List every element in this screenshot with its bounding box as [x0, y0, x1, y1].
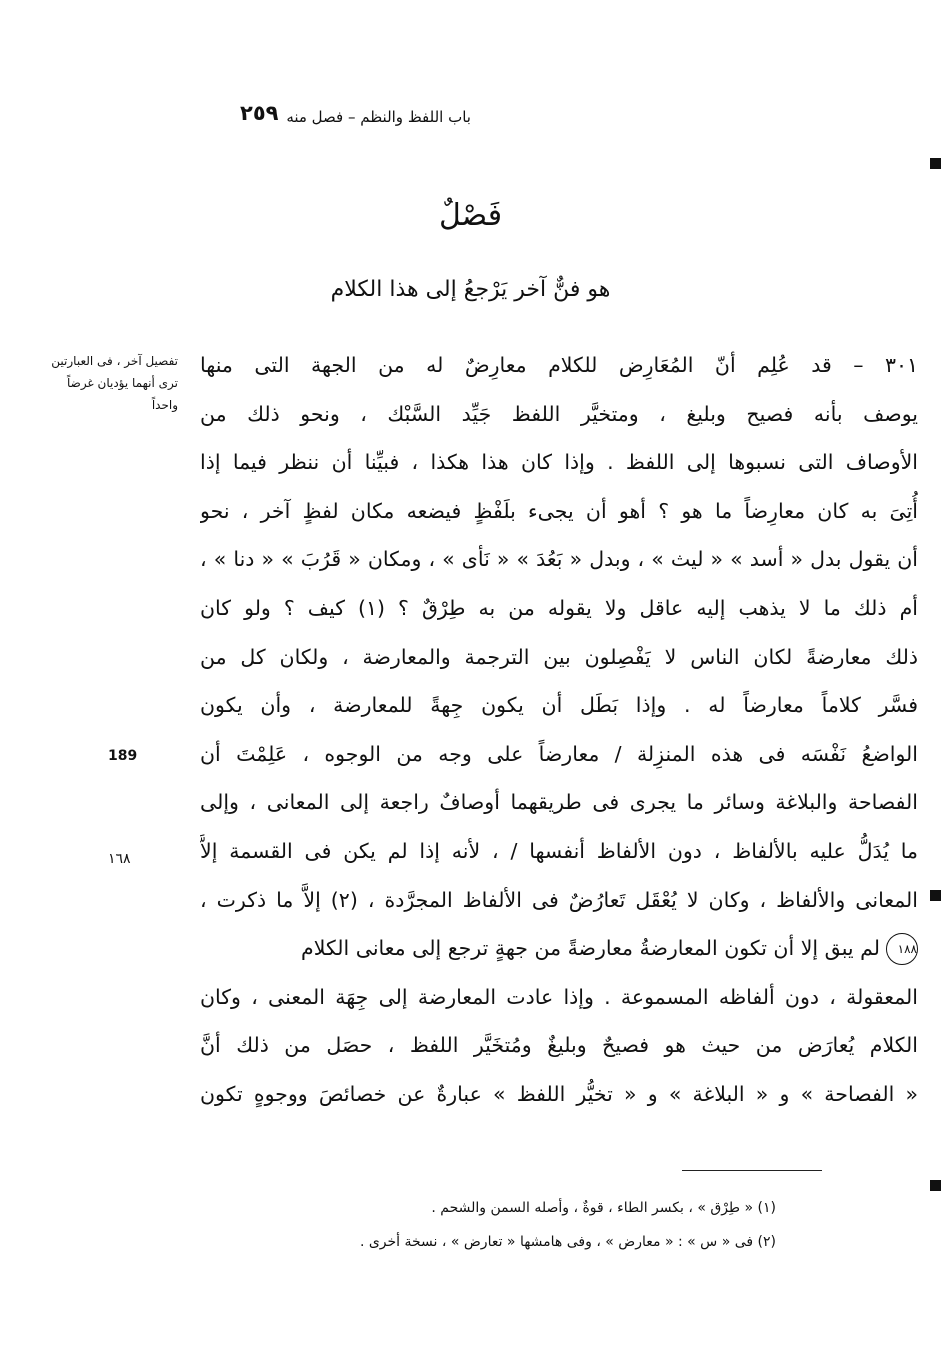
text-line: أُتِىَ به كان معارِضاً ما هو ؟ أهو أن يجىء بلَفْظٍ فيضعه مكان لفظٍ آخر ، نحو: [200, 498, 918, 523]
running-title: باب اللفظ والنظم – فصل منه: [286, 108, 471, 126]
circled-page-marker: ١٨٨: [886, 933, 918, 965]
text-line: الأوصاف التى نسبوها إلى اللفظ . وإذا كان هذا هكذا ، فبيِّنا أن ننظر فيما إذا: [200, 450, 918, 475]
section-subheading: هو فنٌّ آخر يَرْجعُ إلى هذا الكلام: [330, 277, 611, 302]
footnote-rule: [682, 1170, 822, 1171]
scan-edge-mark: [930, 890, 941, 901]
text-line: الفصاحة والبلاغة وسائر ما يجرى فى طريقهما أوصافٌ راجعة إلى المعانى ، وإلى: [200, 790, 918, 815]
text-line: ما يُدَلُّ عليه بالألفاظ ، دون الألفاظ أنفسها / ، لأنه إذا لم يكن فى القسمة إلاَّ: [200, 838, 918, 863]
scan-edge-mark: [930, 158, 941, 169]
margin-note: تفصيل آخر ، فى العبارتين ترى أنهما يؤديان غرضاً واحداً: [51, 354, 178, 412]
footnote-1: (١) « طِرْق » ، بكسر الطاء ، قوةٌ ، وأصله السمن والشحم .: [431, 1200, 776, 1216]
text-line: يوصف بأنه فصيح وبليغ ، ومتخيَّر اللفظ جَيِّد السَّبْك ، ونحو ذلك من: [200, 401, 918, 426]
margin-page-ref-168: ١٦٨: [108, 851, 131, 867]
text-line: ذلك معارضةً لكان الناس لا يَفْصِلون بين الترجمة والمعارضة ، ولكان كل من: [200, 644, 918, 669]
text-line: الكلام يُعارَض من حيث هو فصيحٌ وبليغٌ ومُتخَيَّر اللفظ ، حصَل من ذلك أنَّ: [200, 1033, 918, 1058]
text-line: « الفصاحة » و « البلاغة » و « تخيُّر اللفظ » عبارةٌ عن خصائصَ ووجوهٍ تكون: [200, 1081, 918, 1106]
text-line: لم يبق إلا أن تكون المعارضةُ معارضةً من جهةٍ ترجع إلى معانى الكلام: [301, 936, 880, 961]
text-line: أن يقول بدل « أسد » « ليث » ، وبدل « بَعُدَ » « نَأى » ، ومكان « قَرُبَ » « دنا » ،: [200, 547, 918, 572]
scan-edge-mark: [930, 1180, 941, 1191]
section-heading: فَصْلٌ: [438, 198, 503, 233]
text-line-with-marker: [200, 924, 918, 973]
text-line: المعانى والألفاظ ، وكان لا يُعْقَل تَعارُضٌ فى الألفاظ المجرَّدة ، (٢) إلاَّ ما ذكرت ،: [200, 887, 918, 912]
page-number: ٢٥٩: [240, 101, 279, 125]
text-line: فسَّر كلاماً معارضاً له . وإذا بَطَل أن يكون جِهةً للمعارضة ، وأن يكون: [200, 693, 918, 718]
body-text: [200, 341, 918, 1119]
margin-page-ref-189: 189: [108, 748, 138, 764]
text-line: أم ذلك ما لا يذهب إليه عاقل ولا يقوله من به طِرْقٌ ؟ (١) كيف ؟ ولو كان: [200, 595, 918, 620]
footnote-2: (٢) فى « س » : « معارض » ، وفى هامشها « تعارض » ، نسخة أخرى .: [359, 1234, 776, 1250]
text-line: ٣٠١ – قد عُلِم أنّ المُعَارِض للكلام معارِضٌ له من الجهة التى منها: [200, 353, 918, 377]
text-line: المعقولة ، دون ألفاظه المسموعة . وإذا عادت المعارضة إلى جِهَة المعنى ، وكان: [200, 984, 918, 1009]
text-line: الواضعُ نَفْسَه فى هذه المنزِلة / معارضاً على وجه من الوجوه ، عَلِمْتَ أن: [200, 741, 918, 766]
